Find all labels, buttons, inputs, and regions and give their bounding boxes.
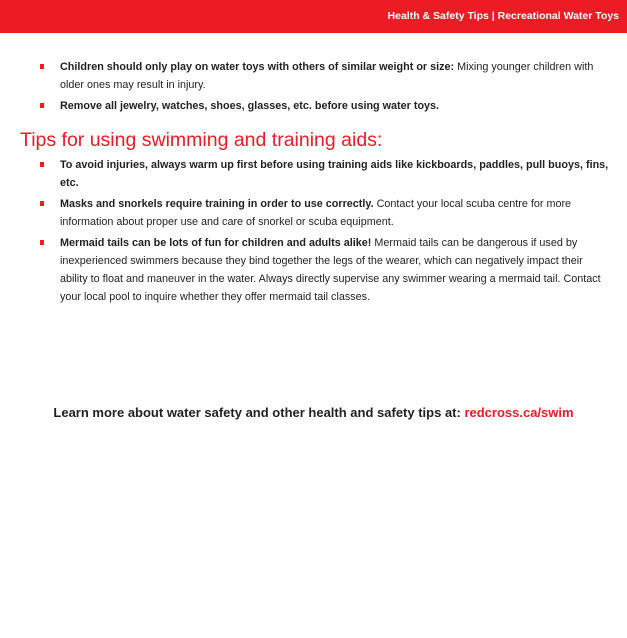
tip-body: Contact your local scuba centre for more information about proper use and care of snorkel or scuba equipment. (60, 198, 572, 228)
training-aids-tips-list (0, 156, 627, 309)
bullet-square-icon (40, 103, 44, 108)
section-heading: Tips for using swimming and training aids: (20, 129, 383, 151)
tip-lead: Masks and snorkels require training in order to use correctly. (60, 198, 374, 210)
tip-body: Mixing younger children with older ones may result in injury. (60, 61, 594, 91)
list-item (0, 234, 627, 306)
bullet-square-icon (40, 162, 44, 167)
tip-lead: Mermaid tails can be lots of fun for children and adults alike! (60, 237, 372, 249)
list-item (0, 156, 627, 192)
tip-lead: To avoid injuries, always warm up first before using training aids like kickboards, paddles, pull buoys, fins, etc. (60, 159, 609, 189)
tip-lead: Remove all jewelry, watches, shoes, glasses, etc. before using water toys. (60, 100, 440, 112)
header-title: Health & Safety Tips | Recreational Water Toys (387, 10, 619, 22)
bullet-square-icon (40, 201, 44, 206)
bullet-square-icon (40, 240, 44, 245)
redcross-swim-link[interactable]: redcross.ca/swim (464, 405, 574, 420)
water-toys-tips-list (0, 58, 627, 118)
tip-body: Mermaid tails can be dangerous if used by inexperienced swimmers because they bind together the legs of the wearer, which can negatively impact their ability to float and maneuver in the water. Always directly supervise any swimmer wearing a mermaid tail. Contact your local pool to inquire whether they offer mermaid tail classes. (60, 237, 601, 303)
footer-text: Learn more about water safety and other health and safety tips at: (53, 405, 465, 420)
tip-lead: Children should only play on water toys with others of similar weight or size: (60, 61, 455, 73)
list-item (0, 58, 627, 94)
bullet-square-icon (40, 64, 44, 69)
header-bar (0, 0, 627, 33)
footer-cta (0, 405, 627, 420)
list-item (0, 97, 627, 115)
list-item (0, 195, 627, 231)
